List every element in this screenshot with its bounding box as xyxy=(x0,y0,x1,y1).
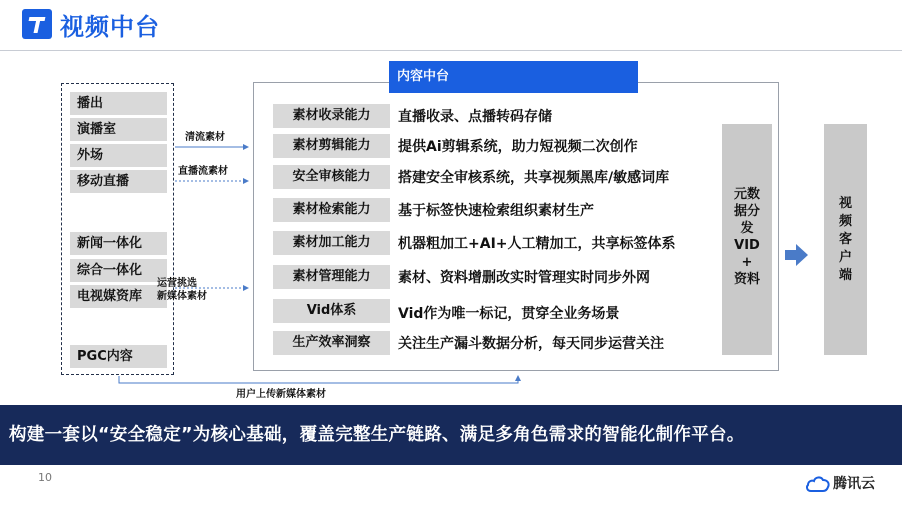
capability-description: 提供Ai剪辑系统，助力短视频二次创作 xyxy=(398,139,638,155)
source-item: 外场 xyxy=(70,144,167,167)
capability-label: 素材剪辑能力 xyxy=(273,134,390,158)
client-line: 户 xyxy=(838,250,852,265)
vid-line: 元数 xyxy=(733,187,760,202)
vid-line: VID xyxy=(734,238,760,253)
vid-line: 发 xyxy=(740,221,754,236)
page-number: 10 xyxy=(38,471,52,484)
capability-label: Vid体系 xyxy=(273,299,390,323)
vid-distribution-text xyxy=(722,186,772,288)
source-item: PGC内容 xyxy=(70,345,167,368)
capability-description: 机器粗加工+AI+人工精加工，共享标签体系 xyxy=(398,236,676,252)
user-upload-label: 用户上传新媒体素材 xyxy=(236,389,326,400)
capability-label: 素材收录能力 xyxy=(273,104,390,128)
source-item: 演播室 xyxy=(70,118,167,141)
live-stream-label: 直播流素材 xyxy=(178,166,228,177)
capability-label: 生产效率洞察 xyxy=(273,331,390,355)
capability-label: 素材管理能力 xyxy=(273,265,390,289)
video-client-text xyxy=(824,195,867,285)
new-media-label: 新媒体素材 xyxy=(157,291,207,302)
brand-logo-icon xyxy=(22,9,52,39)
capability-description: 关注生产漏斗数据分析，每天同步运营关注 xyxy=(398,336,664,352)
capability-description: 基于标签快速检索组织素材生产 xyxy=(398,203,594,219)
clean-stream-label: 清流素材 xyxy=(185,132,225,143)
ops-select-label: 运营挑选 xyxy=(157,278,197,289)
client-line: 端 xyxy=(838,268,852,283)
capability-description: 直播收录、点播转码存储 xyxy=(398,109,552,125)
capability-description: Vid作为唯一标记，贯穿全业务场景 xyxy=(398,306,620,322)
source-item: 新闻一体化 xyxy=(70,232,167,255)
summary-text: 构建一套以“安全稳定”为核心基础，覆盖完整生产链路、满足多角色需求的智能化制作平台。 xyxy=(9,425,745,445)
source-item: 电视媒资库 xyxy=(70,285,167,308)
capability-description: 搭建安全审核系统，共享视频黑库/敏感词库 xyxy=(398,170,670,186)
vid-line: 据分 xyxy=(733,204,760,219)
right-arrow-icon xyxy=(784,242,810,268)
vid-distribution-column xyxy=(722,124,772,355)
page-title: 视频中台 xyxy=(60,13,160,41)
source-item: 播出 xyxy=(70,92,167,115)
content-platform-title: 内容中台 xyxy=(389,61,638,93)
source-item: 移动直播 xyxy=(70,170,167,193)
cloud-icon xyxy=(805,474,831,494)
source-panel xyxy=(61,83,174,375)
capability-label: 素材检索能力 xyxy=(273,198,390,222)
capability-label: 安全审核能力 xyxy=(273,165,390,189)
client-line: 视 xyxy=(838,196,852,211)
client-line: 客 xyxy=(838,232,852,247)
source-item: 综合一体化 xyxy=(70,259,167,282)
vid-line: 资料 xyxy=(733,272,760,287)
header-divider xyxy=(0,50,902,51)
vid-line: + xyxy=(741,255,753,270)
client-line: 频 xyxy=(838,214,852,229)
summary-banner xyxy=(0,405,902,465)
brand-name: 腾讯云 xyxy=(833,476,875,492)
capability-description: 素材、资料增删改实时管理实时同步外网 xyxy=(398,270,650,286)
video-client-column xyxy=(824,124,867,355)
user-upload-arrow xyxy=(119,376,518,383)
capability-label: 素材加工能力 xyxy=(273,231,390,255)
